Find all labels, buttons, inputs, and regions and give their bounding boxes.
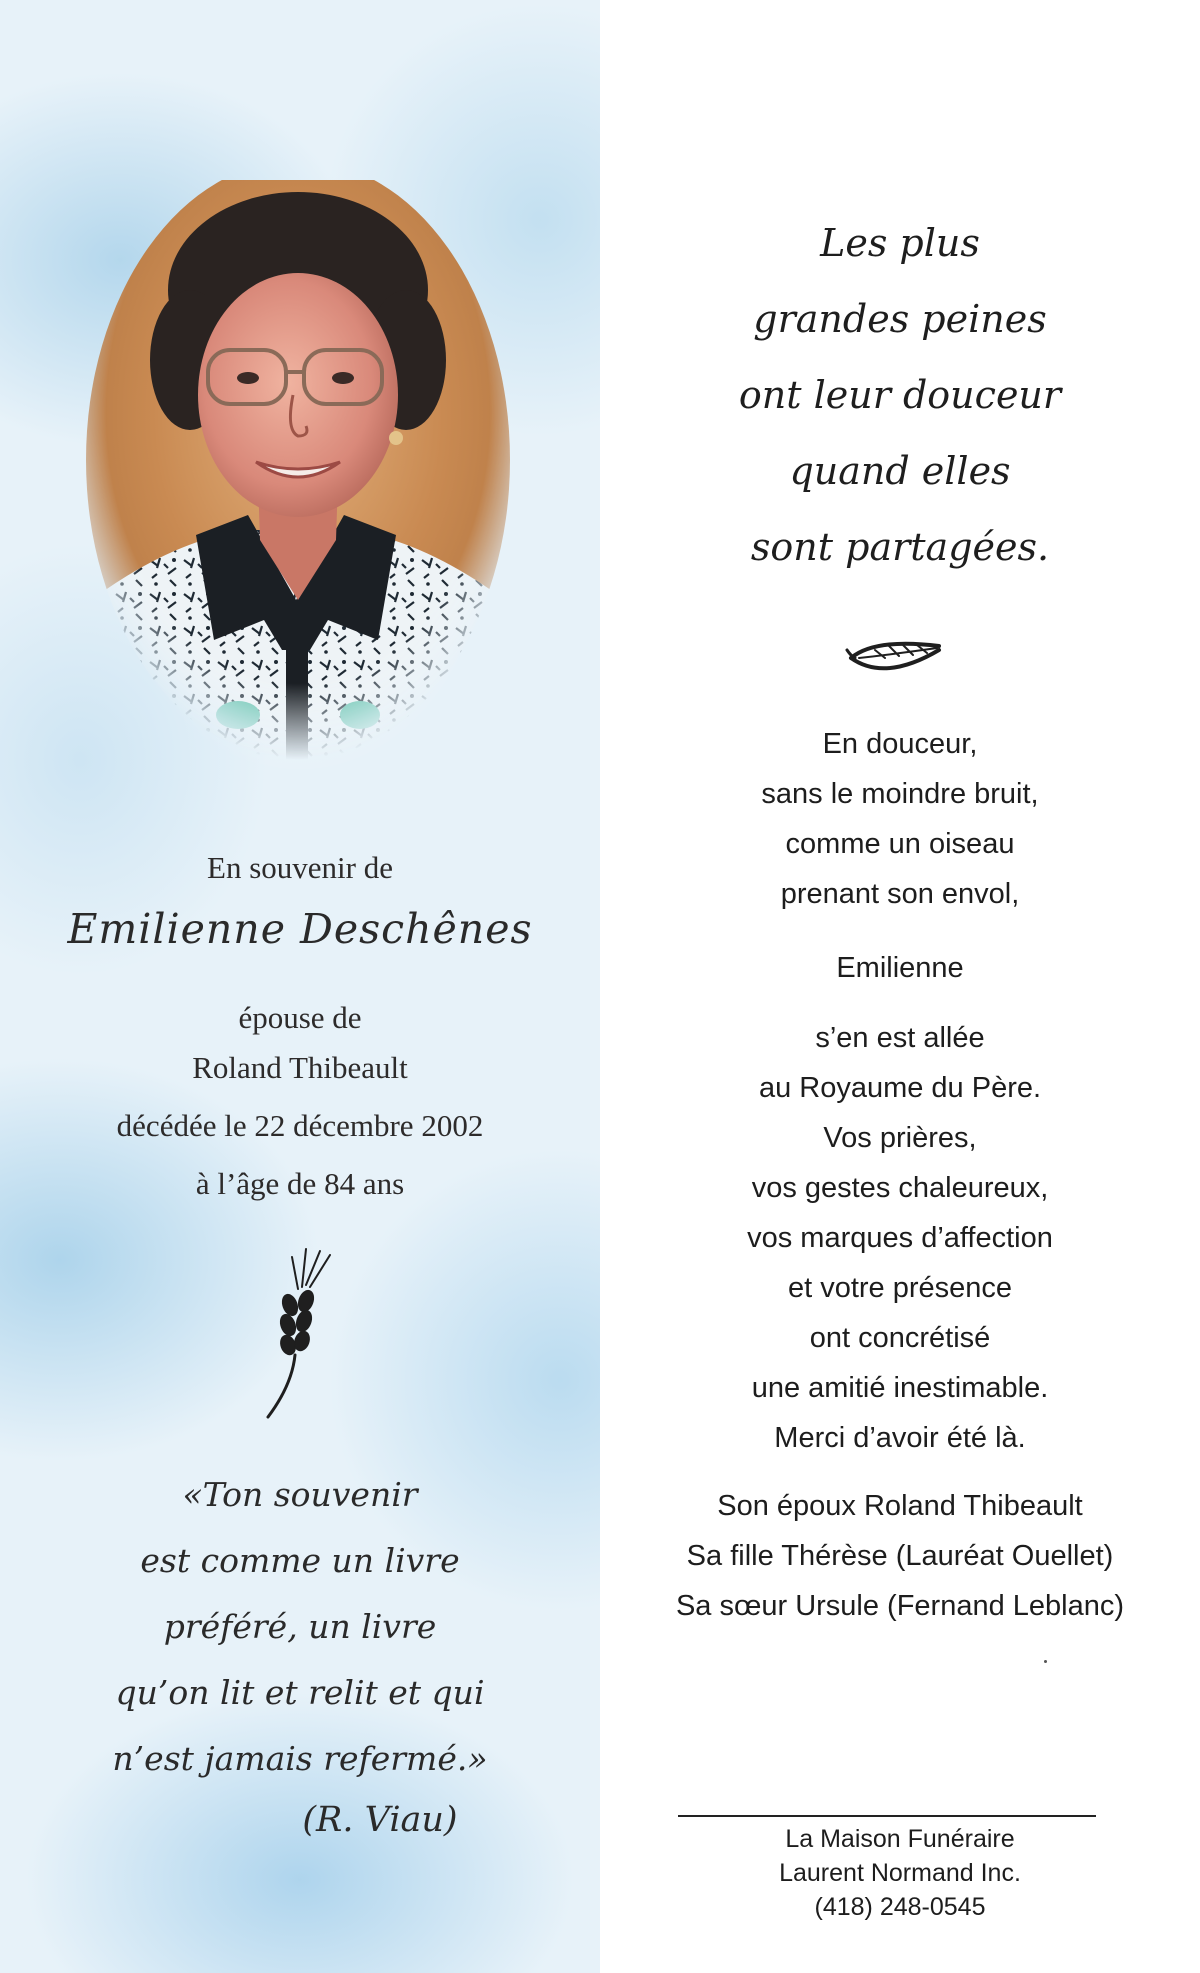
funeral-home-phone: (418) 248-0545 <box>814 1893 986 1921</box>
verse-line: sans le moindre bruit, <box>761 778 1039 810</box>
leaf-ornament-icon <box>845 636 945 684</box>
family-member: Son époux Roland Thibeault <box>717 1490 1083 1522</box>
verse-line: Vos prières, <box>823 1122 977 1154</box>
poem-line: quand elles <box>789 449 1011 493</box>
funeral-home-name: La Maison Funéraire <box>785 1825 1015 1853</box>
in-memory-label: En souvenir de <box>207 850 393 885</box>
poem-line: Les plus <box>820 221 980 265</box>
family-member: Sa fille Thérèse (Lauréat Ouellet) <box>686 1540 1114 1572</box>
spouse-label: épouse de <box>238 1000 362 1035</box>
verse-line: au Royaume du Père. <box>758 1072 1042 1104</box>
spouse-name: Roland Thibeault <box>192 1050 408 1085</box>
poem-line: grandes peines <box>753 297 1047 341</box>
verse-line: prenant son envol, <box>780 878 1020 910</box>
funeral-home-company: Laurent Normand Inc. <box>779 1859 1021 1887</box>
verse-line: s’en est allée <box>815 1022 985 1054</box>
age-at-death: à l’âge de 84 ans <box>195 1166 405 1201</box>
wheat-icon <box>262 1245 338 1420</box>
verse-line: Merci d’avoir été là. <box>774 1422 1026 1454</box>
verse-line: une amitié inestimable. <box>751 1372 1049 1404</box>
death-date: décédée le 22 décembre 2002 <box>116 1108 484 1143</box>
verse-line: comme un oiseau <box>785 828 1015 860</box>
verse-line: ont concrétisé <box>809 1322 991 1354</box>
quote-line: «Ton souvenir <box>182 1475 418 1514</box>
quote-author: (R. Viau) <box>302 1800 458 1840</box>
family-member: Sa sœur Ursule (Fernand Leblanc) <box>675 1590 1125 1622</box>
poem-line: ont leur douceur <box>738 373 1062 417</box>
quote-line: qu’on lit et relit et qui <box>115 1673 485 1712</box>
verse-name: Emilienne <box>836 952 964 984</box>
deceased-name: Emilienne Deschênes <box>67 905 533 953</box>
poem-line: sont partagées. <box>750 525 1050 569</box>
quote-line: n’est jamais refermé.» <box>112 1739 488 1778</box>
speck <box>1044 1660 1047 1663</box>
divider-line <box>678 1815 1096 1817</box>
right-panel <box>600 0 1200 1973</box>
quote-line: préféré, un livre <box>163 1607 437 1646</box>
verse-line: En douceur, <box>822 728 978 760</box>
portrait-photo <box>78 180 518 800</box>
quote-line: est comme un livre <box>140 1541 460 1580</box>
memorial-quote <box>40 1462 560 1792</box>
poem <box>600 205 1200 585</box>
verse-line: et votre présence <box>787 1272 1013 1304</box>
verse-line: vos marques d’affection <box>747 1222 1053 1254</box>
verse-line: vos gestes chaleureux, <box>751 1172 1049 1204</box>
